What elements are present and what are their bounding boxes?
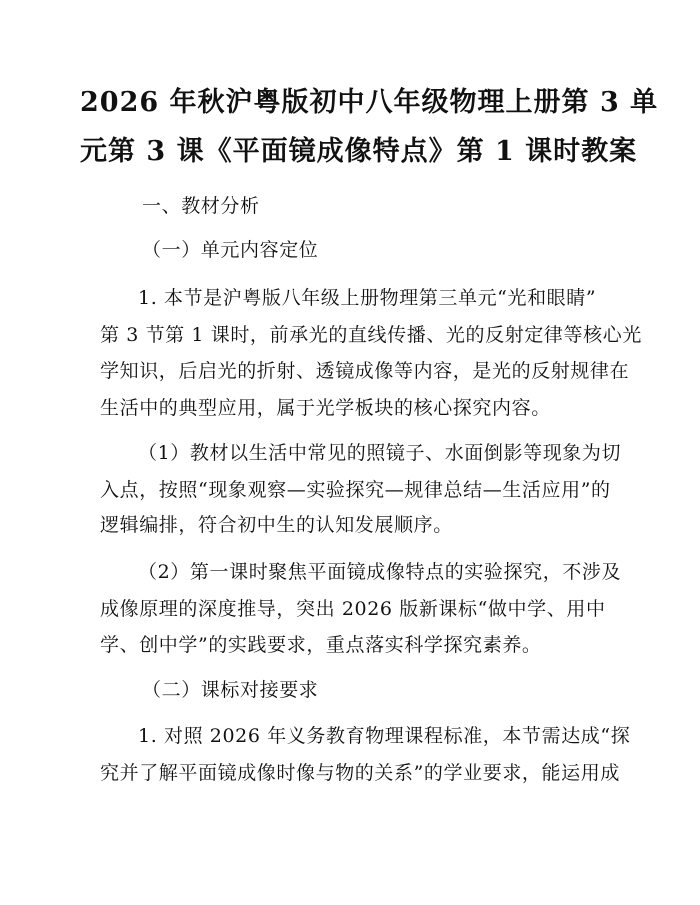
- paragraph-1-line-2: 第 3 节第 1 课时，前承光的直线传播、光的反射定律等核心光: [100, 324, 642, 346]
- document-title-line-1: 2026 年秋沪粤版初中八年级物理上册第 3 单: [80, 87, 659, 118]
- paragraph-2-line-1: （1）教材以生活中常见的照镜子、水面倒影等现象为切: [138, 442, 622, 464]
- paragraph-1-line-4: 生活中的典型应用，属于光学板块的核心探究内容。: [100, 397, 551, 419]
- document-title-line-2: 元第 3 课《平面镜成像特点》第 1 课时教案: [80, 136, 638, 167]
- paragraph-2-line-2: 入点，按照“现象观察—实验探究—规律总结—生活应用”的: [100, 479, 611, 501]
- paragraph-2-line-3: 逻辑编排，符合初中生的认知发展顺序。: [100, 514, 453, 536]
- paragraph-3-line-2: 成像原理的深度推导，突出 2026 版新课标“做中学、用中: [100, 598, 606, 620]
- subsection-heading-1: （一）单元内容定位: [142, 239, 319, 261]
- paragraph-1-line-3: 学知识，后启光的折射、透镜成像等内容，是光的反射规律在: [100, 360, 630, 382]
- paragraph-1-line-1: 1. 本节是沪粤版八年级上册物理第三单元“光和眼睛”: [138, 287, 597, 309]
- section-heading-1: 一、教材分析: [142, 195, 260, 217]
- paragraph-3-line-3: 学、创中学”的实践要求，重点落实科学探究素养。: [100, 634, 542, 656]
- paragraph-4-line-2: 究并了解平面镜成像时像与物的关系”的学业要求，能运用成: [100, 762, 620, 784]
- subsection-heading-2: （二）课标对接要求: [142, 679, 319, 701]
- paragraph-3-line-1: （2）第一课时聚焦平面镜成像特点的实验探究，不涉及: [138, 561, 622, 583]
- paragraph-4-line-1: 1. 对照 2026 年义务教育物理课程标准，本节需达成“探: [138, 725, 631, 747]
